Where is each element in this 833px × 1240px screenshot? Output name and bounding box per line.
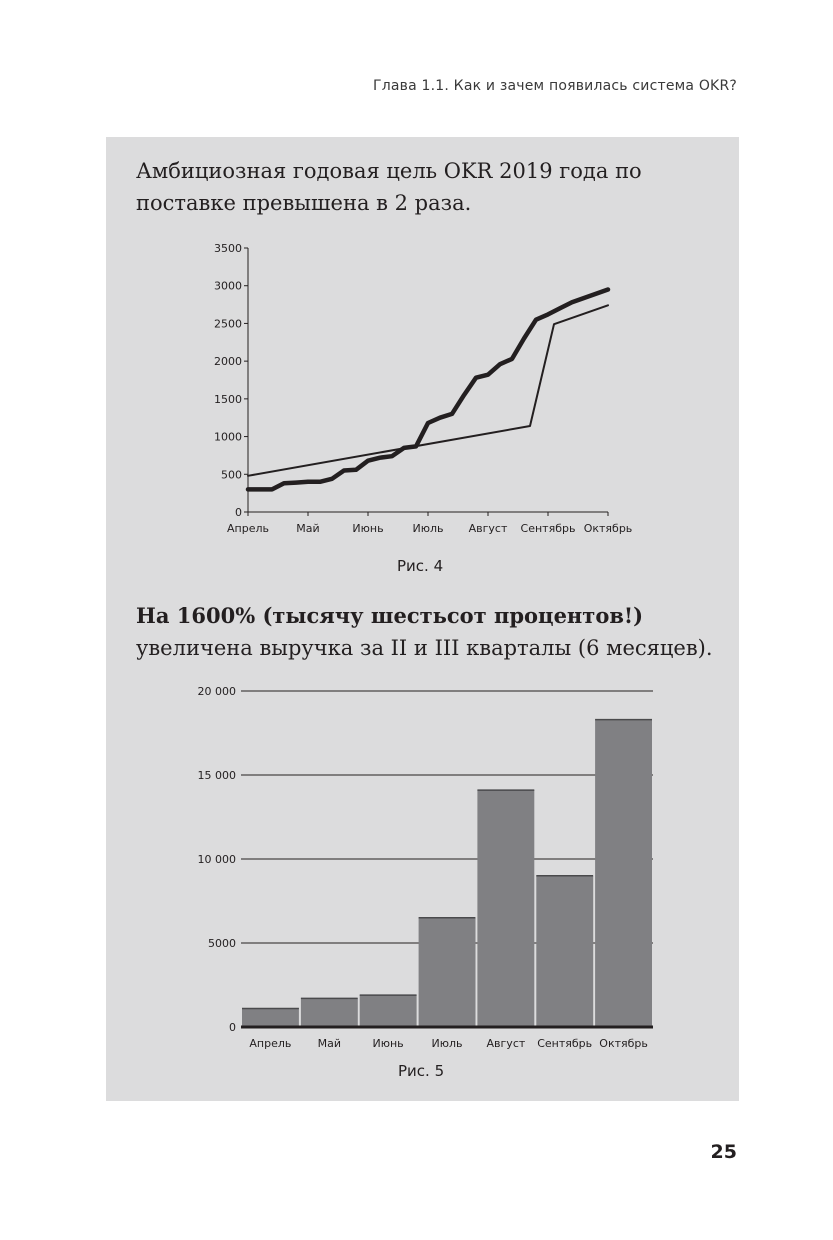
y-tick-label: 1500 [214,392,242,406]
x-tick-label: Сентябрь [520,522,576,535]
y-tick-label: 10 000 [197,853,236,866]
x-tick-label: Июль [431,1037,463,1050]
figure5-caption: Рис. 5 [398,1062,445,1080]
y-tick-label: 5000 [208,937,236,950]
y-tick-label: 2000 [214,355,242,369]
figure4-caption: Рис. 4 [397,557,444,575]
y-tick-label: 1000 [214,430,242,444]
x-tick-label: Июнь [352,522,384,535]
running-header: Глава 1.1. Как и зачем появилась система OKR? [372,78,737,94]
x-tick-label: Май [296,522,320,535]
page-number: 25 [710,1141,737,1163]
paragraph-revenue-rest: увеличена выручка за II и III кварталы (6 месяцев). [136,636,713,660]
x-tick-label: Май [317,1037,341,1050]
y-tick-label: 3000 [214,279,242,293]
y-tick-label: 3500 [214,242,242,255]
y-tick-label: 500 [221,468,242,482]
y-tick-label: 20 000 [197,685,236,698]
y-tick-label: 0 [235,506,242,519]
x-tick-label: Октябрь [599,1037,648,1050]
y-tick-label: 15 000 [197,769,236,782]
x-tick-label: Апрель [227,522,269,535]
y-tick-label: 2500 [214,317,242,331]
x-tick-label: Сентябрь [537,1037,593,1050]
x-tick-label: Август [468,522,508,535]
x-tick-label: Октябрь [583,522,633,535]
x-tick-label: Июнь [372,1037,404,1050]
x-tick-label: Август [486,1037,526,1050]
paragraph-revenue-bold: На 1600% (тысячу шестьсот процентов!) [136,603,644,628]
x-tick-label: Апрель [249,1037,292,1050]
x-tick-label: Июль [412,522,444,535]
paragraph-revenue [136,600,716,664]
paragraph-delivery: Амбициозная годовая цель OKR 2019 года по поставке превышена в 2 раза. [136,159,642,215]
y-tick-label: 0 [229,1021,236,1034]
